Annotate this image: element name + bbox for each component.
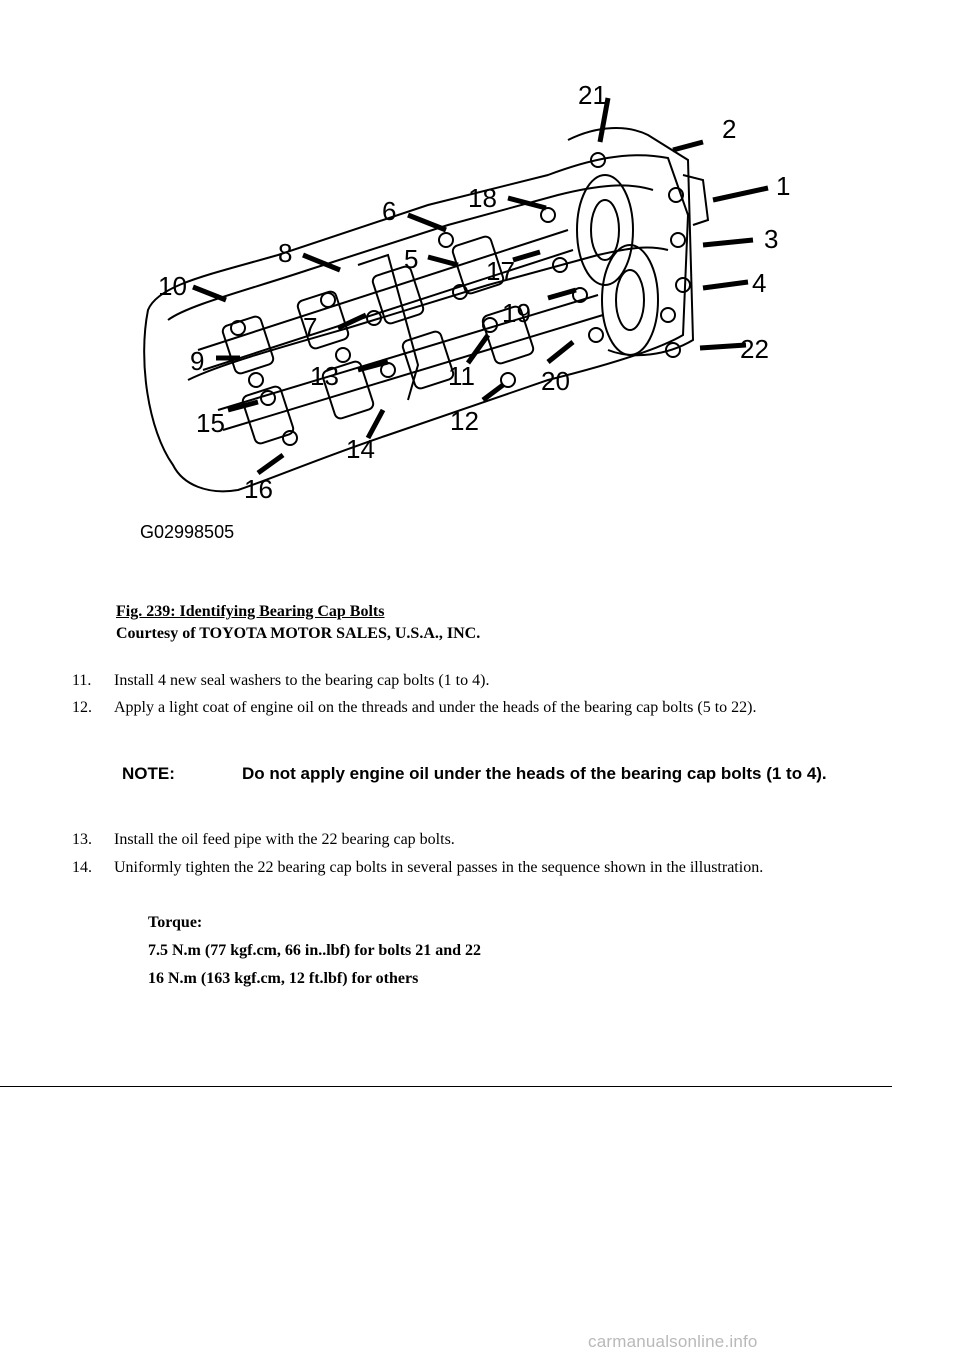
note-text: Do not apply engine oil under the heads of the bearing cap bolts (1 to 4).: [242, 764, 827, 783]
callout-1: 1: [776, 171, 791, 201]
callout-6: 6: [382, 196, 397, 226]
bearing-cap-bolt-diagram: [128, 80, 828, 550]
callout-17: 17: [486, 256, 515, 286]
callout-5: 5: [404, 244, 419, 274]
callout-14: 14: [346, 434, 375, 464]
step-number: 11.: [72, 672, 92, 689]
torque-spec-others: 16 N.m (163 kgf.cm, 12 ft.lbf) for others: [148, 970, 419, 987]
callout-9: 9: [190, 346, 205, 376]
figure-caption-credit: Courtesy of TOYOTA MOTOR SALES, U.S.A., INC.: [116, 625, 481, 642]
callout-22: 22: [740, 334, 769, 364]
watermark: carmanualsonline.info: [588, 1332, 758, 1351]
callout-16: 16: [244, 474, 273, 504]
step-number: 12.: [72, 699, 92, 716]
figure-code: G02998505: [140, 522, 235, 542]
step-text: Install 4 new seal washers to the bearing cap bolts (1 to 4).: [114, 672, 490, 689]
callout-8: 8: [278, 238, 293, 268]
torque-label: Torque:: [148, 914, 203, 931]
torque-spec-bolts-21-22: 7.5 N.m (77 kgf.cm, 66 in..lbf) for bolts 21 and 22: [148, 942, 482, 959]
callout-2: 2: [722, 114, 737, 144]
page-divider: [0, 1086, 892, 1087]
callout-3: 3: [764, 224, 779, 254]
callout-13: 13: [310, 361, 339, 391]
callout-11: 11: [448, 361, 475, 391]
step-text: Install the oil feed pipe with the 22 bearing cap bolts.: [114, 831, 455, 848]
callout-20: 20: [541, 366, 570, 396]
step-number: 13.: [72, 831, 92, 848]
callout-7: 7: [303, 312, 318, 342]
callout-21: 21: [578, 80, 607, 110]
callout-4: 4: [752, 268, 767, 298]
callout-15: 15: [196, 408, 225, 438]
callout-18: 18: [468, 183, 497, 213]
note-label: NOTE:: [122, 764, 175, 783]
callout-10: 10: [158, 271, 187, 301]
callout-19: 19: [502, 298, 531, 328]
step-text: Apply a light coat of engine oil on the threads and under the heads of the bearing cap bolts (5 to 22).: [114, 699, 757, 716]
callout-12: 12: [450, 406, 479, 436]
figure-caption-title: Fig. 239: Identifying Bearing Cap Bolts: [116, 603, 385, 620]
step-text: Uniformly tighten the 22 bearing cap bolts in several passes in the sequence shown in the illustration.: [114, 859, 764, 876]
step-number: 14.: [72, 859, 92, 876]
